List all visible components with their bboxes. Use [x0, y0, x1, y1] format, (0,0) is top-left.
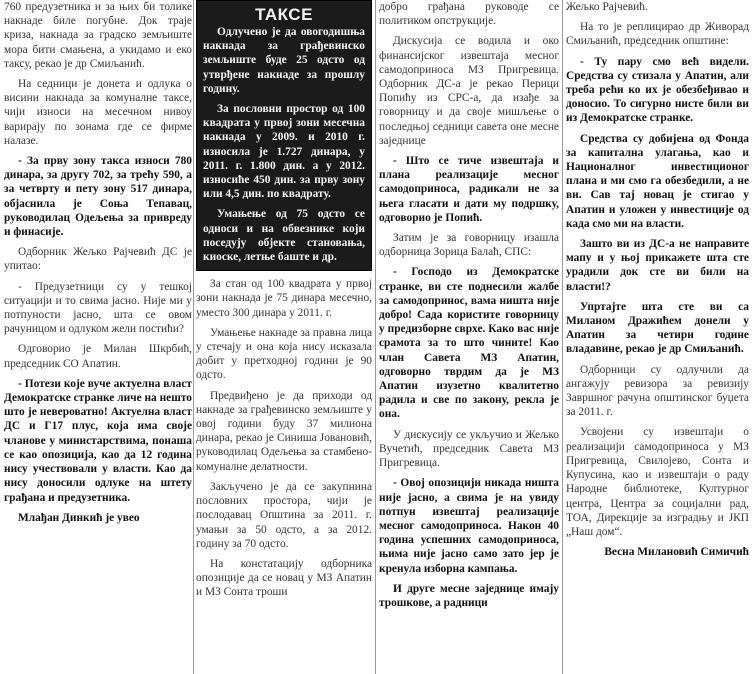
paragraph: Закључено је да се закупнина пословних простора, чији је послодавац Општина за 2011. г. умањи за 50 одсто, а за 2012. годину за 70 одсто. [196, 480, 372, 550]
article-column-1 [4, 0, 192, 674]
paragraph: Затим је за говорницу изашла одборница Зорица Балаћ, СПС: [379, 232, 559, 259]
paragraph: Млађан Динкић је увео [18, 511, 140, 524]
quote-paragraph: Средства су добијена од Фонда за капитална улагања, као и Националног инвестиционог плана и ми смо га обезбедили, а не ви. Сав тај новац је стигао у Апатин и уложен у инвестиције од када смо ми на власти. [566, 132, 749, 230]
paragraph: На констатацију одборника опозиције да се новац у МЗ Апатин и МЗ Сонта троши [196, 557, 372, 599]
paragraph: Одборници су одлучили да ангажују ревизора за ревизију Завршног рачуна општинског буџета за 2011. г. [566, 363, 749, 419]
box-paragraph: Умањење од 75 одсто се односи и на обвезнике који поседују објекте становања, киоске, летње баште и др. [203, 208, 365, 264]
column-divider [193, 0, 194, 674]
quote-paragraph: - Потези које вуче актуелна власт Демократске странке личе на нешто што је невероватно! Актуелна власт ДС и Г17 плус, која има своје чланове у министарствима, понаша се као опозиција, као да 12 година нису учествовали у власти. Као да нису доносили одлуке на штету грађана и предузетника. [4, 377, 192, 504]
paragraph: Дискусија се водила и око финансијског извештаја месног самодоприноса МЗ Пригревица. Одборник ДС-а је рекао Перици Попићу из СРС-а, да изађе за говорницу и да своје мишљење о последњој седници савета оне месне заједнице [379, 35, 559, 147]
column-divider [375, 0, 376, 674]
paragraph: Усвојени су извештаји о реализацији самодоприноса у МЗ Пригревица, Свилојево, Сонта и Купусина, као и извештаји о раду Народне библиотеке, Културног центра, Центра за социјални рад, ТОА, Дирекције за изградњу и ЈКП „Наш дом“. [566, 426, 749, 538]
quote-paragraph: - Овој опозицији никада ништа није јасно, а свима је на увиду потпун извештај реализације месног самодоприноса. Након 40 година успешних самодоприноса, њима није јасно само зато јер је кренула изборна кампања. [379, 477, 559, 575]
article-column-4 [566, 0, 749, 674]
paragraph: И друге месне заједнице имају трошкове, а радници [379, 582, 559, 609]
paragraph: За стан од 100 квадрата у првој зони накнада је 75 динара месечно, уместо 300 динара у 2011. г. [196, 278, 372, 319]
article-column-2 [196, 0, 372, 674]
quote-paragraph: - Што се тиче извештаја и плана реализације месног самодоприноса, радикали не за њега гласати и дати му подршку, одговорио је Попић. [379, 155, 559, 224]
paragraph: На то је реплицирао др Живорад Смиљанић, председник општине: [566, 21, 749, 48]
quote-paragraph: - Господо из Демократске странке, ви сте поднесили жалбе за самодопринос, вама ништа није добро! Сада користите говорницу у предизборне сврхе. Како вас није срамота за то што чините! Као члан Савета МЗ Апатин, одговорно тврдим да је МЗ Апатин изузетно квалитетно радила и све по закону, рекла је она. [379, 266, 559, 421]
quote-paragraph: Зашто ви из ДС-а не направите мапу и у њој прикажете шта сте урадили док сте ви били на власти!? [566, 238, 749, 293]
author-signature: Весна Милановић Симичић [604, 546, 749, 559]
paragraph: добро грађана руководе се политиком опструкције. [379, 1, 559, 28]
tax-info-box [196, 0, 372, 271]
quote-paragraph: - Ту пару смо већ видели. Средства су стизала у Апатин, али треба рећи ко их је обезбеђивао и доносио. То сигурно нисте били ви из Демократске странке. [566, 55, 749, 125]
box-paragraph: Одлучено је да овогодишња накнада за грађевинско земљиште буде 25 одсто од утврђене накнаде за прошлу годину. [203, 26, 365, 95]
paragraph: На седници је донета и одлука о висини накнада за комуналне таксе, чији износи на месечном нивоу варирају по зонама где се фирме налазе. [4, 78, 192, 147]
quote-paragraph: - За прву зону такса износи 780 динара, за другу 702, за трећу 590, а за четврту и пету зону 517 динара, објаснила је Соња Тепавац, руководилац Одељења за привреду и финасије. [4, 155, 192, 239]
column-divider [562, 0, 563, 674]
quote-paragraph: Упртајте шта сте ви са Миланом Дражићем донели у Апатин за четири године владавине, рекао је др Смиљанић. [566, 300, 749, 356]
paragraph: 760 предузетника и за њих би толике накнаде биле погубне. Док траје криза, накнада за градско земљиште мора бити смањена, а укидамо и еко таксу, рекао је др Смиљанић. [4, 1, 192, 70]
paragraph: Умањење накнаде за правна лица у стечају и она која нису исказала добит у претходној години је 90 одсто. [196, 326, 372, 382]
paragraph: Одговорио је Милан Шкрбић, председник СО Апатин. [4, 343, 192, 370]
paragraph: Жељко Рајчевић. [566, 1, 648, 13]
box-title: ТАКСЕ [255, 5, 313, 24]
box-paragraph: За пословни простор од 100 квадрата у првој зони месечна накнада у 2009. и 2010 г. износила је 1.727 динара, у 2011. г. 1.800 дин. а у 2012. износиће 450 дин. за прву зону или 4,5 дин. по квадрату. [203, 103, 365, 201]
paragraph: Одборник Жељко Рајчевић ДС је упитао: [4, 246, 192, 273]
article-column-3 [379, 0, 559, 674]
paragraph: Предвиђено је да приходи од накнаде за грађевинско земљиште у овој години буду 37 милиона динара, рекао је Синиша Јовановић, руководилац Одељења за стамбено-комуналне делатности. [196, 389, 372, 473]
paragraph: У дискусију се укључио и Жељко Вучетић, председник Савета МЗ Пригревица. [379, 428, 559, 470]
quote-paragraph: - Предузетници су у тешкој ситуацији и то свима јасно. Није ми у потпуности јасно, шта се овом рачуницом и одлуком жели постићи? [4, 280, 192, 336]
